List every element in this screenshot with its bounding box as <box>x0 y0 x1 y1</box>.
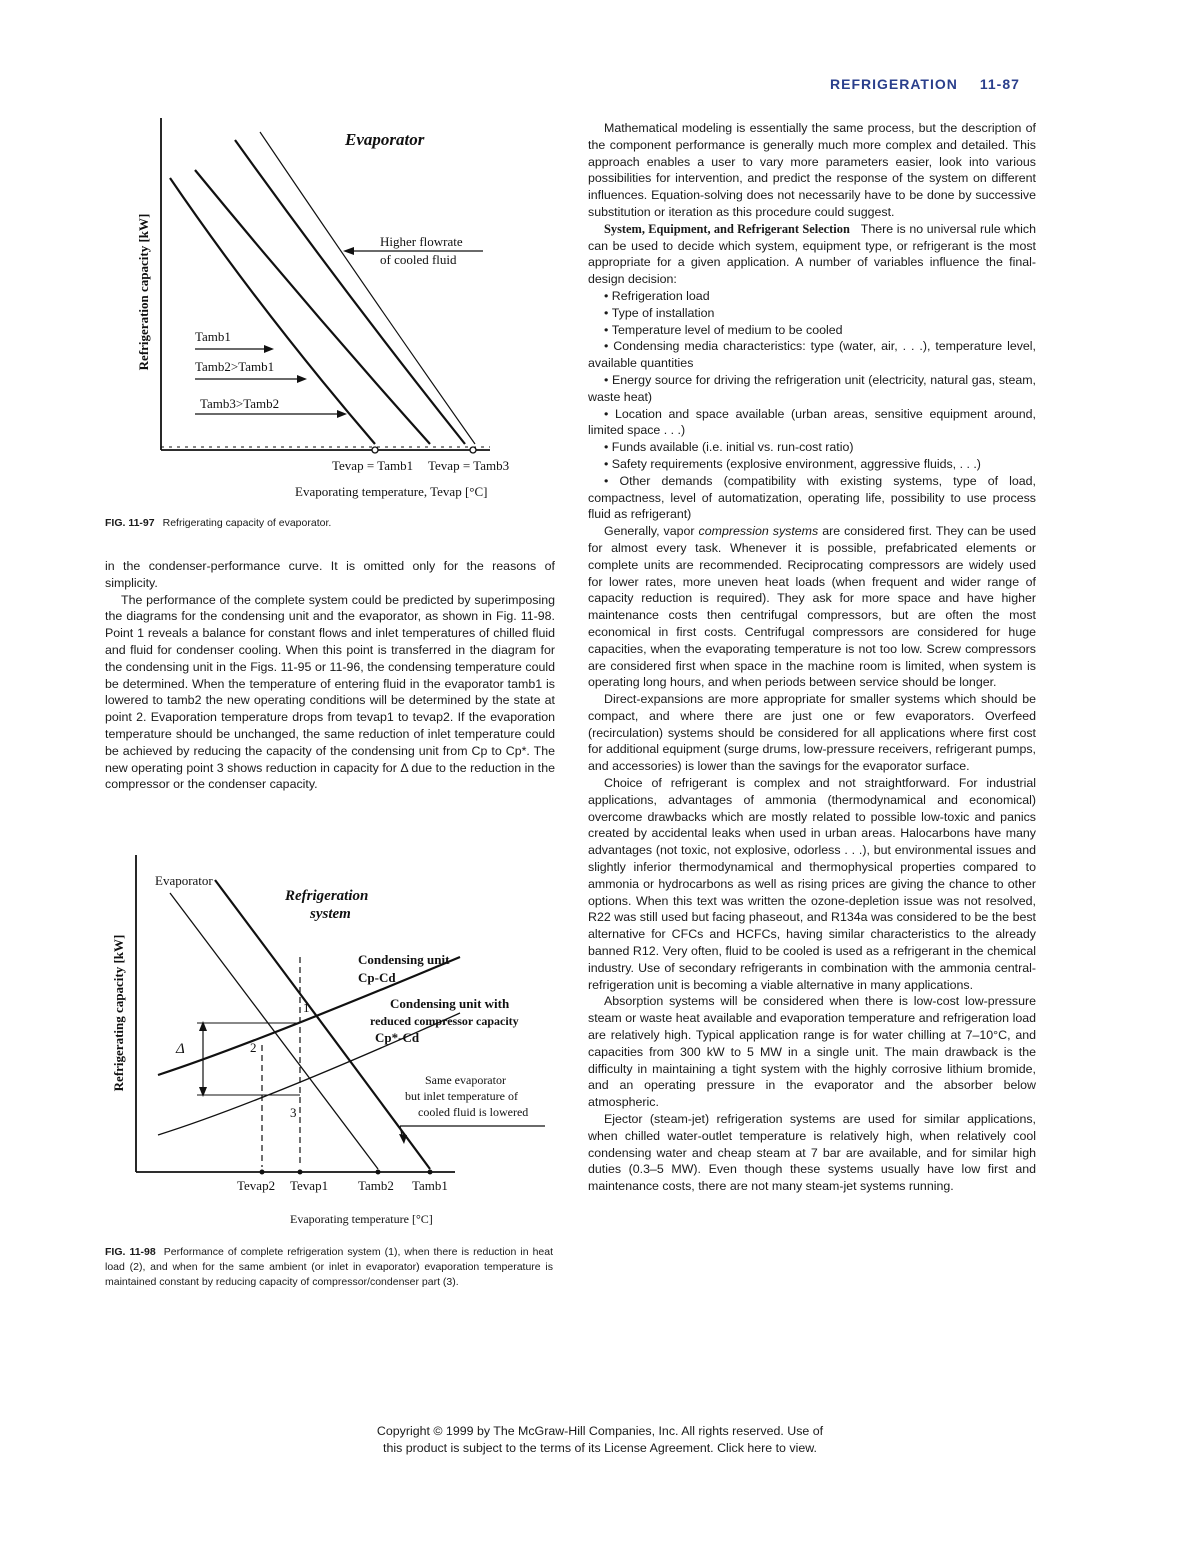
fig98-xlabel: Evaporating temperature [°C] <box>290 1212 433 1226</box>
bullet-item: • Type of installation <box>588 305 1036 322</box>
right-para-5: Choice of refrigerant is complex and not straightforward. For industrial applications, advantages of ammonia (thermodynamical and economical) overcome drawbacks which are mostly related to possible low-toxic and panics created by accidental leaks when used in urban areas. Halocarbons have many advantages (not toxic, not explosive, odorless . . .), but environmental issues and slightly inferior thermodynamical and thermophysical properties compared to ammonia or hydrocarbons as well as rising prices are giving the chance to other options. When this text was written the ozone-depletion issue was not resolved, R22 was still used but facing phaseout, and R134a was considered to be the best alternative for CFCs and HCFCs, having similar characteristics to the already banned R12. Very often, fluid to be cooled is used as a refrigerant in the chemical industry. Use of secondary refrigerants in combination with the ammonia central-refrigeration unit is becoming a viable alternative in many applications. <box>588 776 1036 992</box>
fig97-xmarker-1: Tevap = Tamb1 <box>332 458 414 473</box>
right-para-2-text: There is no universal rule which can be used to decide which system, equipment type, or refrigerant is the most appropriate for a given application. A number of variables influence the final-design decision: <box>588 221 1036 287</box>
fig97-annotation-2: of cooled fluid <box>380 252 457 267</box>
fig98-caption <box>105 1245 553 1290</box>
fig98-reduced-2: reduced compressor capacity <box>370 1014 519 1028</box>
fig97-label-tamb1: Tamb1 <box>195 329 231 344</box>
fig98-xmarker-tevap2: Tevap2 <box>237 1178 276 1193</box>
fig98-marker-tevap1 <box>298 1170 303 1175</box>
right-para-7: Ejector (steam-jet) refrigeration systems are used for similar applications, when chilled water-outlet temperature is relatively high, when relatively cool condensing water and cheap steam at 7 bar are available, and for similar high duties (0.3–5 MW). Even though these systems usually have low first and maintenance costs, there are not many steam-jet systems running. <box>588 1112 1036 1194</box>
left-para-1: in the condenser-performance curve. It is omitted only for the reasons of simplicity. <box>105 559 555 590</box>
left-para-2: The performance of the complete system could be predicted by superimposing the diagrams for the condensing unit and the evaporator, as shown in Fig. 11-98. Point 1 reveals a balance for constant flows and inlet temperatures of chilled fluid and fluid for condenser cooling. When this point is transferred in the diagram for the condensing unit in the Figs. 11-95 or 11-96, the condensing temperature could be determined. When the temperature of entering fluid in the evaporator tamb1 is lowered to tamb2 the new operating conditions will be determined by the state at point 2. Evaporation temperature drops from tevap1 to tevap2. If the evaporation temperature should be unchanged, the same reduction of inlet temperature could be achieved by reducing the capacity of the condensing unit from Cp to Cp*. The new operating point 3 shows reduction in capacity for Δ due to the reduction in the compressor or the condenser capacity. <box>105 592 555 792</box>
right-para-4: Direct-expansions are more appropriate for smaller systems which should be compact, and where there are just one or few evaporators. Overfeed (recirculation) systems should be considered for all applications where first cost for additional equipment (surge drums, low-pressure receivers, refrigerant pumps, and accessories) is lower than the savings for the evaporator surface. <box>588 692 1036 774</box>
right-para-1: Mathematical modeling is essentially the same process, but the description of the component performance is generally much more complex and detailed. This approach enables a user to vary more parameters easier, look into various possibilities for intervention, and predict the response of the system on different influences. Equation-solving does not necessarily have to be done by successive substitution or iteration as this procedure could suggest. <box>588 121 1036 219</box>
fig98-point-2: 2 <box>250 1040 257 1055</box>
fig98-same-evap-3: cooled fluid is lowered <box>418 1105 529 1119</box>
fig98-marker-tamb1 <box>428 1170 433 1175</box>
fig98-condensing-2: Cp-Cd <box>358 970 396 985</box>
right-column <box>588 120 1036 1195</box>
bullet-item: • Safety requirements (explosive environment, aggressive fluids, . . .) <box>588 456 1036 473</box>
fig98-same-evap-2: but inlet temperature of <box>405 1089 518 1103</box>
bullet-item: • Temperature level of medium to be cooled <box>588 322 1036 339</box>
fig98-reduced-1: Condensing unit with <box>390 996 510 1011</box>
left-column <box>105 558 555 793</box>
running-header <box>830 76 1040 96</box>
footer-line-1: Copyright © 1999 by The McGraw-Hill Companies, Inc. All rights reserved. Use of <box>376 1424 824 1438</box>
fig98-xmarker-tevap1: Tevap1 <box>290 1178 329 1193</box>
fig97-marker-tamb1 <box>372 447 378 453</box>
fig98-caption-text: Performance of complete refrigeration system (1), when there is reduction in heat load (2), and when for the same ambient (or inlet in evaporator) evaporation temperature is maintained constant by reducing capacity of compressor/condenser part (3). <box>105 1246 554 1288</box>
right-para-3: Generally, vapor compression systems are considered first. They can be used for almost every task. Whenever it is possible, prefabricated elements or complete units are recommended. Reciprocating compressors are widely used for lower rates, more uneven heat loads (when frequent and wider range of capacity reduction is required). They ask for more space and have higher maintenance costs then centrifugal compressors, but are often the most economical in first costs. Centrifugal compressors are considered for huge capacities, when the evaporating temperature is not too low. Screw compressors are considered first when space in the machine room is limited, when system is operating long hours, and when periods between service should be longer. <box>588 524 1036 690</box>
fig98-xmarker-tamb1: Tamb1 <box>412 1178 448 1193</box>
bullet-item: • Condensing media characteristics: type (water, air, . . .), temperature level, available quantities <box>588 338 1036 372</box>
section-title: REFRIGERATION <box>830 76 958 92</box>
fig97-title: Evaporator <box>345 130 425 149</box>
figure-11-98 <box>100 845 560 1235</box>
fig98-point-3: 3 <box>290 1105 297 1120</box>
fig97-label-tamb3: Tamb3>Tamb2 <box>200 396 280 411</box>
fig98-ylabel: Refrigerating capacity [kW] <box>111 934 126 1092</box>
fig97-marker-tamb3 <box>470 447 476 453</box>
right-para-6: Absorption systems will be considered when there is low-cost low-pressure steam or waste heat available and evaporation temperature and refrigeration load are relatively high. Typical application range is for water chilling at 7–10°C, and capacities from 300 kW to 5 MW in a single unit. The main drawback is the difficulty in maintaining a tight system with the highly corrosive lithium bromide, and an operating pressure in the evaporator and the absorber below atmospheric. <box>588 994 1036 1110</box>
bullet-item: • Funds available (i.e. initial vs. run-cost ratio) <box>588 439 1036 456</box>
fig98-title-1: Refrigeration <box>285 888 369 904</box>
right-para-2 <box>588 221 1036 288</box>
fig98-xmarker-tamb2: Tamb2 <box>358 1178 394 1193</box>
fig98-marker-tevap2 <box>260 1170 265 1175</box>
fig98-reduced-3: Cp*-Cd <box>375 1030 420 1045</box>
bullet-item: • Energy source for driving the refrigeration unit (electricity, natural gas, steam, waste heat) <box>588 372 1036 406</box>
fig97-xmarker-2: Tevap = Tamb3 <box>428 458 510 473</box>
fig98-marker-tamb2 <box>376 1170 381 1175</box>
fig98-point-1: 1 <box>303 1000 310 1015</box>
fig98-caption-label: FIG. 11-98 <box>105 1246 156 1258</box>
fig97-annotation-1: Higher flowrate <box>380 234 463 249</box>
fig98-delta: Δ <box>176 1041 185 1057</box>
fig97-ylabel: Refrigeration capacity [kW] <box>136 213 151 371</box>
fig97-label-tamb2: Tamb2>Tamb1 <box>195 359 275 374</box>
page-number: 11-87 <box>979 76 1020 92</box>
fig97-curve-4 <box>260 132 475 444</box>
copyright-footer <box>250 1423 950 1457</box>
footer-line-2: this product is subject to the terms of its License Agreement. Click here to view. <box>383 1441 817 1455</box>
bullet-item: • Refrigeration load <box>588 288 1036 305</box>
fig98-title-2: system <box>310 906 351 922</box>
figure-11-97 <box>100 110 540 510</box>
fig97-caption <box>105 516 545 531</box>
emphasis-compression-systems: compression systems <box>698 524 819 539</box>
bullet-item: • Other demands (compatibility with existing systems, type of load, compactness, level of automatization, operating life, possibility to use process fluid as refrigerant) <box>588 473 1036 523</box>
license-link[interactable]: Click here to view. <box>717 1441 817 1455</box>
fig98-evaporator-label: Evaporator <box>155 873 213 888</box>
fig98-same-evap-1: Same evaporator <box>425 1073 506 1087</box>
fig97-caption-label: FIG. 11-97 <box>105 517 155 529</box>
fig98-condensing-1: Condensing unit <box>358 952 450 967</box>
fig97-caption-text: Refrigerating capacity of evaporator. <box>162 517 332 529</box>
fig97-xlabel: Evaporating temperature, Tevap [°C] <box>295 484 488 499</box>
bullet-item: • Location and space available (urban areas, sensitive equipment around, limited space . . .) <box>588 406 1036 440</box>
section-heading-selection: System, Equipment, and Refrigerant Selection <box>604 221 850 236</box>
